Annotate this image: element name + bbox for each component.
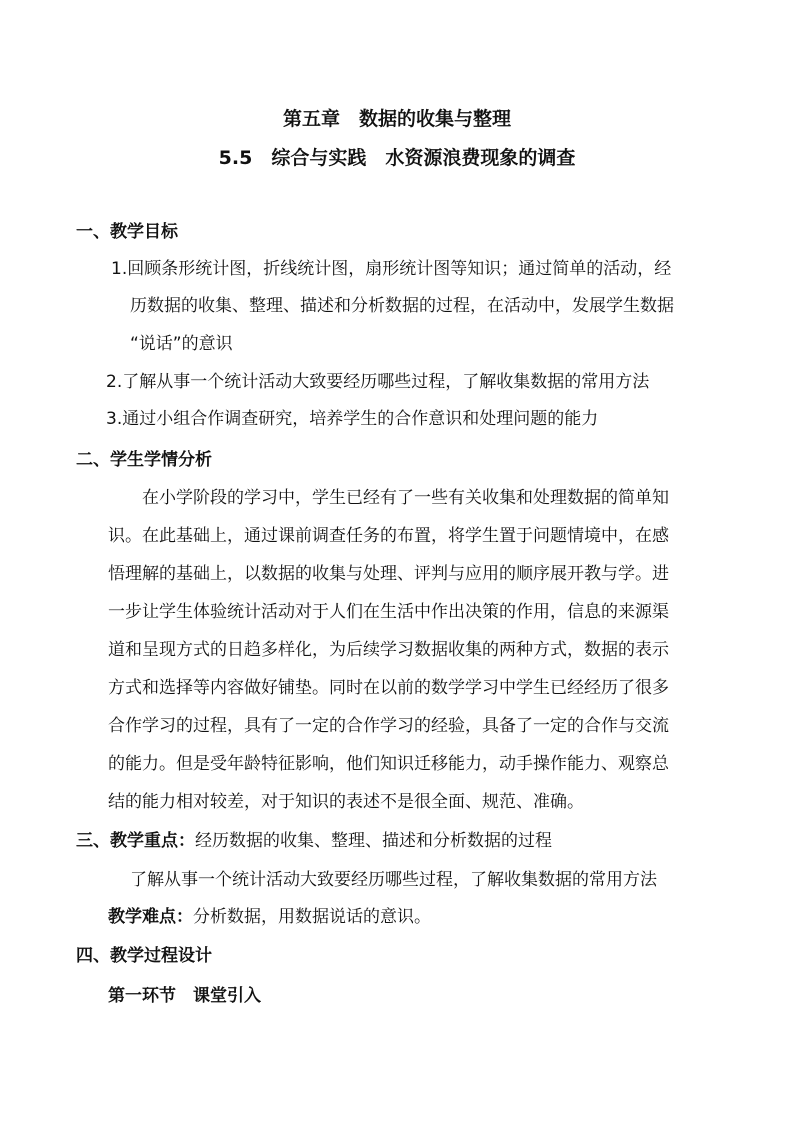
- analysis-line: 识。在此基础上，通过课前调查任务的布置，将学生置于问题情境中，在感: [108, 526, 669, 546]
- key-point-line-2: 了解从事一个统计活动大致要经历哪些过程，了解收集数据的常用方法: [130, 870, 657, 890]
- analysis-line: 一步让学生体验统计活动对于人们在生活中作出决策的作用，信息的来源渠: [108, 602, 669, 622]
- heading-teaching-goals: 一、教学目标: [76, 222, 178, 242]
- analysis-line: 的能力。但是受年龄特征影响，他们知识迁移能力，动手操作能力、观察总: [108, 754, 669, 774]
- analysis-line: 结的能力相对较差，对于知识的表述不是很全面、规范、准确。: [108, 792, 584, 812]
- key-points-line: [76, 829, 552, 853]
- analysis-line: 方式和选择等内容做好铺垫。同时在以前的数学学习中学生已经经历了很多: [108, 678, 669, 698]
- difficulty-label: 教学难点：: [108, 907, 193, 927]
- goal-1-line-1: 1.回顾条形统计图，折线统计图，扇形统计图等知识；通过简单的活动，经: [111, 259, 672, 279]
- key-point-text: 经历数据的收集、整理、描述和分析数据的过程: [195, 831, 552, 851]
- analysis-line: 道和呈现方式的日趋多样化，为后续学习数据收集的两种方式，数据的表示: [108, 640, 669, 660]
- section-title: 5.5 综合与实践 水资源浪费现象的调查: [218, 147, 576, 169]
- heading-student-analysis: 二、学生学情分析: [76, 450, 212, 470]
- analysis-line: 在小学阶段的学习中，学生已经有了一些有关收集和处理数据的简单知: [142, 488, 669, 508]
- difficulty-line: [108, 905, 431, 929]
- step-1-title: 第一环节 课堂引入: [108, 986, 261, 1006]
- heading-key-points: 三、教学重点：: [76, 831, 195, 851]
- heading-process-design: 四、教学过程设计: [76, 946, 212, 966]
- chapter-title: 第五章 数据的收集与整理: [282, 108, 511, 130]
- goal-2: 2.了解从事一个统计活动大致要经历哪些过程，了解收集数据的常用方法: [106, 372, 650, 392]
- analysis-line: 合作学习的过程，具有了一定的合作学习的经验，具备了一定的合作与交流: [108, 716, 669, 736]
- goal-3: 3.通过小组合作调查研究，培养学生的合作意识和处理问题的能力: [106, 409, 599, 429]
- analysis-line: 悟理解的基础上，以数据的收集与处理、评判与应用的顺序展开教与学。进: [108, 564, 669, 584]
- goal-1-line-2: 历数据的收集、整理、描述和分析数据的过程，在活动中，发展学生数据: [130, 296, 674, 316]
- difficulty-text: 分析数据，用数据说话的意识。: [193, 907, 431, 927]
- goal-1-line-3: “说话”的意识: [130, 334, 233, 354]
